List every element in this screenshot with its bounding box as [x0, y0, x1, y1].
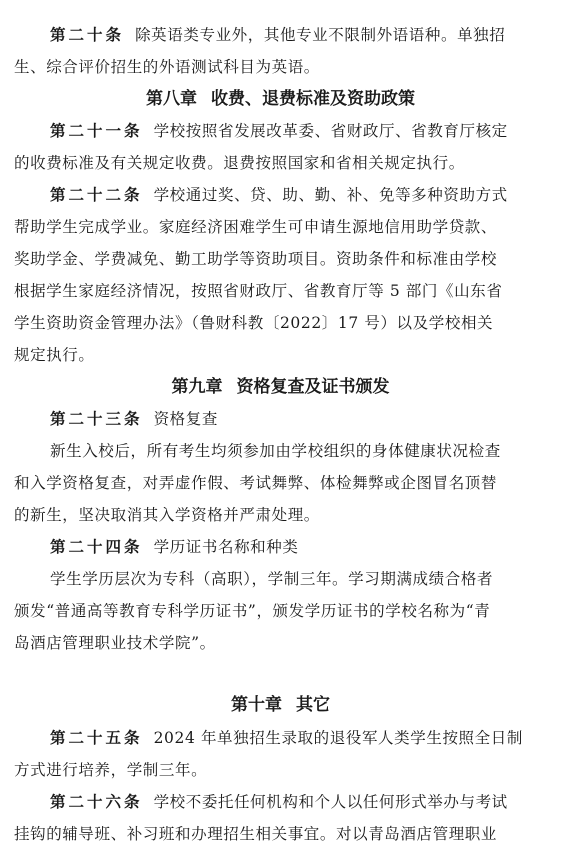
article-26-line-2: 挂钩的辅导班、补习班和办理招生相关事宜。对以青岛酒店管理职业 [14, 825, 498, 843]
chapter-8-heading [0, 88, 561, 110]
article-title: 第二十条 [50, 25, 125, 44]
article-text: 2024 年单独招生录取的退役军人类学生按照全日制 [153, 729, 523, 747]
article-text: 学校不委托任何机构和个人以任何形式举办与考试 [153, 793, 508, 811]
chapter-10-heading [0, 694, 561, 716]
article-24-line-2: 学生学历层次为专科（高职），学制三年。学习期满成绩合格者 [50, 570, 494, 588]
article-20-line-2: 生、综合评价招生的外语测试科目为英语。 [14, 58, 320, 76]
article-22-line-5: 学生资助资金管理办法》（鲁财科教〔2022〕17 号）以及学校相关 [14, 314, 494, 332]
article-title: 第二十六条 [50, 792, 143, 811]
article-26-line-1 [50, 792, 549, 812]
article-text: 学校通过奖、贷、助、勤、补、免等多种资助方式 [153, 186, 508, 204]
article-text: 学历证书名称和种类 [153, 538, 299, 556]
article-23-line-4: 的新生，坚决取消其入学资格并严肃处理。 [14, 506, 320, 524]
chapter-number: 第八章 [146, 89, 197, 109]
article-title: 第二十一条 [50, 121, 143, 140]
article-text: 资格复查 [153, 410, 218, 428]
article-22-line-6: 规定执行。 [14, 346, 95, 364]
article-23-line-2: 新生入校后，所有考生均须参加由学校组织的身体健康状况检查 [50, 442, 501, 460]
article-title: 第二十二条 [50, 185, 143, 204]
chapter-name: 收费、退费标准及资助政策 [211, 89, 415, 109]
article-20-line-1 [50, 25, 549, 45]
article-25-line-2: 方式进行培养，学制三年。 [14, 761, 208, 779]
chapter-number: 第九章 [171, 377, 223, 397]
article-text: 除英语类专业外，其他专业不限制外语语种。单独招 [135, 26, 506, 44]
article-25-line-1 [50, 728, 549, 748]
article-text: 学校按照省发展改革委、省财政厅、省教育厅核定 [153, 122, 508, 140]
chapter-name: 其它 [296, 695, 330, 715]
article-title: 第二十三条 [50, 409, 143, 428]
chapter-number: 第十章 [231, 695, 282, 715]
article-23-line-3: 和入学资格复查，对弄虚作假、考试舞弊、体检舞弊或企图冒名顶替 [14, 474, 498, 492]
article-21-line-1 [50, 121, 549, 141]
article-22-line-3: 奖助学金、学费减免、勤工助学等资助项目。资助条件和标准由学校 [14, 250, 498, 268]
article-title: 第二十五条 [50, 728, 143, 747]
article-title: 第二十四条 [50, 537, 143, 556]
article-21-line-2: 的收费标准及有关规定收费。退费按照国家和省相关规定执行。 [14, 154, 465, 172]
article-22-line-2: 帮助学生完成学业。家庭经济困难学生可申请生源地信用助学贷款、 [14, 218, 498, 236]
chapter-name: 资格复查及证书颁发 [236, 377, 390, 397]
article-22-line-1 [50, 185, 549, 205]
article-23-line-1 [50, 409, 549, 429]
article-24-line-1 [50, 537, 549, 557]
chapter-9-heading [0, 376, 561, 398]
article-24-line-4: 岛酒店管理职业技术学院”。 [14, 634, 216, 652]
article-24-line-3: 颁发“普通高等教育专科学历证书”，颁发学历证书的学校名称为“青 [14, 602, 491, 620]
article-22-line-4: 根据学生家庭经济情况，按照省财政厅、省教育厅等 5 部门《山东省 [14, 282, 503, 300]
